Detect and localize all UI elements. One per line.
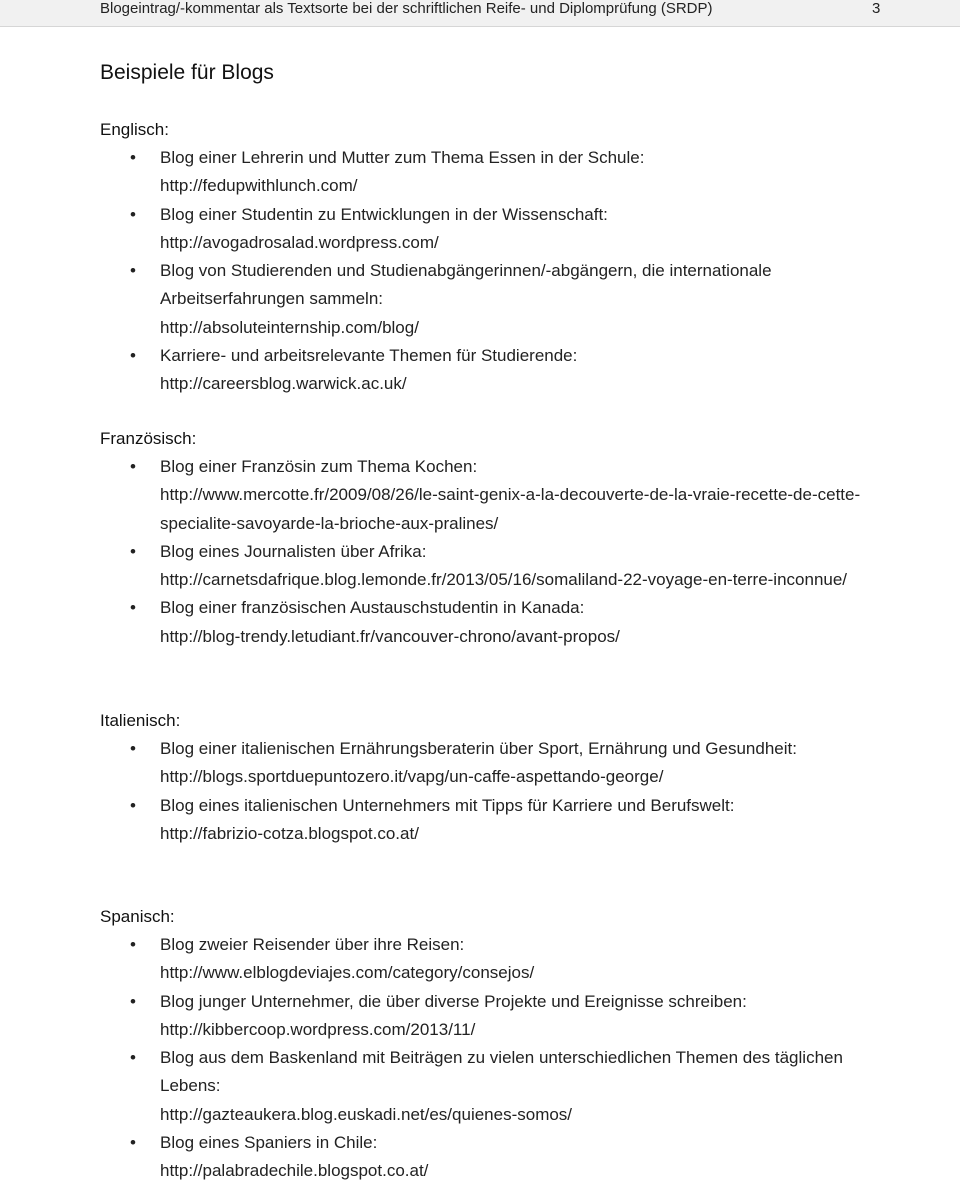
blog-link[interactable]: http://avogadrosalad.wordpress.com/ — [160, 232, 439, 252]
list-item — [100, 453, 890, 538]
section-italienisch — [100, 707, 890, 848]
blog-link[interactable]: http://www.elblogdeviajes.com/category/consejos/ — [160, 963, 535, 983]
bullet-icon: • — [130, 346, 136, 366]
header-title: Blogeintrag/-kommentar als Textsorte bei der schriftlichen Reife- und Diplomprüfung (SRDP) — [100, 0, 713, 17]
list-item — [100, 144, 890, 201]
blog-list — [100, 144, 890, 399]
bullet-icon: • — [130, 1048, 136, 1068]
section-heading: Italienisch: — [100, 711, 181, 730]
bullet-icon: • — [130, 457, 136, 476]
bullet-icon: • — [130, 1133, 136, 1153]
blog-link[interactable]: http://absoluteinternship.com/blog/ — [160, 317, 419, 337]
item-description: Blog eines italienischen Unternehmers mit Tipps für Karriere und Berufswelt: — [160, 795, 735, 815]
blog-link[interactable]: http://fedupwithlunch.com/ — [160, 176, 358, 196]
list-item — [100, 201, 890, 258]
section-heading: Englisch: — [100, 120, 169, 139]
bullet-icon: • — [130, 204, 136, 224]
bullet-icon: • — [130, 261, 136, 281]
item-description: Blog aus dem Baskenland mit Beiträgen zu vielen unterschiedlichen Themen des täglichen Lebens: — [160, 1048, 843, 1096]
item-description: Blog zweier Reisender über ihre Reisen: — [160, 935, 465, 954]
blog-link[interactable]: http://gazteaukera.blog.euskadi.net/es/quienes-somos/ — [160, 1104, 573, 1124]
blog-link[interactable]: http://careersblog.warwick.ac.uk/ — [160, 374, 407, 394]
list-item — [100, 792, 890, 849]
list-item — [100, 1044, 890, 1129]
document-title: Beispiele für Blogs — [100, 61, 274, 84]
item-description: Blog eines Journalisten über Afrika: — [160, 541, 427, 561]
item-description: Blog eines Spaniers in Chile: — [160, 1133, 378, 1153]
page-number: 3 — [872, 0, 881, 17]
item-description: Blog einer französischen Austauschstudentin in Kanada: — [160, 598, 585, 618]
bullet-icon: • — [130, 598, 136, 618]
blog-link[interactable]: http://www.mercotte.fr/2009/08/26/le-saint-genix-a-la-decouverte-de-la-vraie-recette-de-cette-specialite-savoyarde-la-brioche-aux-pralines/ — [160, 485, 861, 533]
blog-list — [100, 735, 890, 848]
list-item — [100, 594, 890, 651]
blog-link[interactable]: http://blogs.sportduepuntozero.it/vapg/un-caffe-aspettando-george/ — [160, 767, 664, 787]
page-header — [0, 0, 960, 27]
item-description: Karriere- und arbeitsrelevante Themen für Studierende: — [160, 346, 578, 366]
item-description: Blog junger Unternehmer, die über diverse Projekte und Ereignisse schreiben: — [160, 991, 747, 1011]
list-item — [100, 735, 890, 792]
bullet-icon: • — [130, 739, 136, 758]
section-spanisch — [100, 903, 890, 1186]
item-description: Blog von Studierenden und Studienabgängerinnen/-abgängern, die internationale Arbeitserfahrungen sammeln: — [160, 261, 772, 309]
list-item — [100, 1129, 890, 1186]
blog-link[interactable]: http://blog-trendy.letudiant.fr/vancouver-chrono/avant-propos/ — [160, 626, 620, 646]
blog-link[interactable]: http://kibbercoop.wordpress.com/2013/11/ — [160, 1019, 476, 1039]
blog-link[interactable]: http://palabradechile.blogspot.co.at/ — [160, 1161, 429, 1181]
list-item — [100, 931, 890, 988]
blog-list — [100, 931, 890, 1186]
list-item — [100, 988, 890, 1045]
section-heading: Spanisch: — [100, 907, 175, 926]
list-item — [100, 342, 890, 399]
blog-link[interactable]: http://fabrizio-cotza.blogspot.co.at/ — [160, 823, 419, 843]
item-description: Blog einer Studentin zu Entwicklungen in der Wissenschaft: — [160, 204, 608, 224]
blog-list — [100, 453, 890, 651]
bullet-icon: • — [130, 148, 136, 167]
list-item — [100, 538, 890, 595]
bullet-icon: • — [130, 541, 136, 561]
section-franzoesisch — [100, 425, 890, 651]
bullet-icon: • — [130, 935, 136, 954]
list-item — [100, 257, 890, 342]
item-description: Blog einer Französin zum Thema Kochen: — [160, 457, 478, 476]
bullet-icon: • — [130, 991, 136, 1011]
item-description: Blog einer italienischen Ernährungsberaterin über Sport, Ernährung und Gesundheit: — [160, 739, 797, 758]
bullet-icon: • — [130, 795, 136, 815]
item-description: Blog einer Lehrerin und Mutter zum Thema Essen in der Schule: — [160, 148, 645, 167]
section-heading: Französisch: — [100, 429, 197, 448]
section-englisch — [100, 116, 890, 399]
blog-link[interactable]: http://carnetsdafrique.blog.lemonde.fr/2013/05/16/somaliland-22-voyage-en-terre-inconnue/ — [160, 570, 848, 590]
